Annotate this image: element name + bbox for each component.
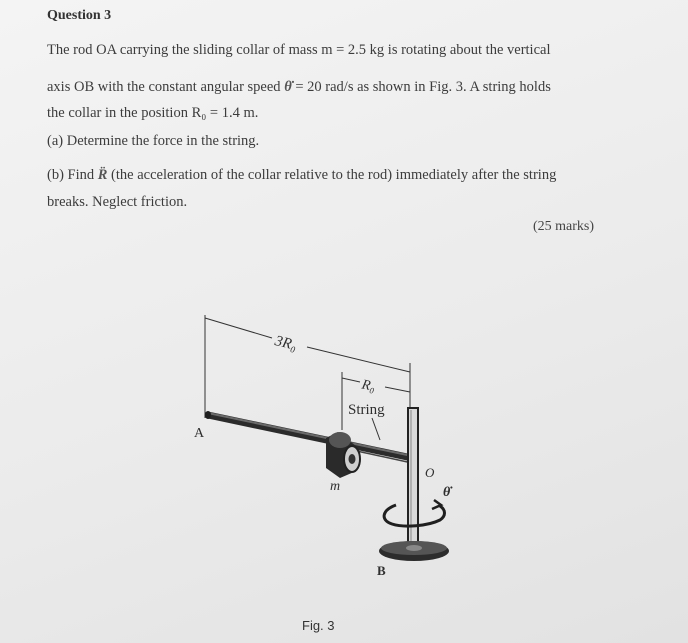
problem-line-2-end: = 20 rad/s as shown in Fig. 3. A string holds [295,79,551,95]
label-o: O [425,465,435,480]
dimension-line-r0-right [385,387,410,392]
label-3r0: 3R₀ [273,333,299,354]
label-a: A [194,426,205,441]
label-m: m [330,479,341,494]
dimension-line-r0-left [342,378,360,382]
r-double-dot-symbol: R̈ [97,167,108,183]
dimension-line-3r0-right [307,347,410,372]
problem-line-3: the collar in the position R₀ = 1.4 m. [47,105,259,121]
rod-oa [205,411,412,458]
part-b-line-2: breaks. Neglect friction. [47,194,188,210]
marks-label: (25 marks) [532,219,594,234]
theta-dot-symbol: θ̇ [284,79,292,95]
part-a-text: (a) Determine the force in the string. [47,133,260,149]
figure-caption: Fig. 3 [302,618,335,633]
label-string: String [348,402,385,418]
label-r0: R₀ [360,377,377,395]
part-b-start: (b) Find [47,167,95,183]
label-b: B [377,563,386,578]
dimension-line-3r0-left [205,318,272,338]
sliding-collar [326,432,360,478]
label-theta-dot: θ̇ [443,485,451,500]
problem-line-2-start: axis OB with the constant angular speed [47,79,281,95]
base-disc [379,541,449,561]
part-b-end: (the acceleration of the collar relative to the rod) immediately after the string [111,167,557,183]
problem-line-1: The rod OA carrying the sliding collar of mass m = 2.5 kg is rotating about the vertical [47,42,551,58]
string-leader-line [372,418,380,440]
question-title: Question 3 [47,8,112,23]
